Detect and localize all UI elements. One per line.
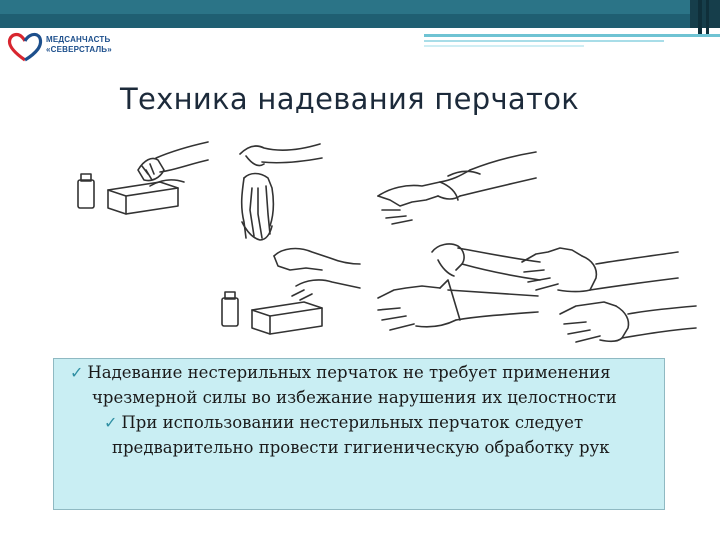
note-2-line-2: предварительно провести гигиеническую обработку рук (112, 438, 610, 457)
logo-line-2: «СЕВЕРСТАЛЬ» (46, 45, 112, 54)
heart-logo-icon (6, 30, 44, 64)
note-2-line-1 (104, 413, 583, 432)
info-note-box (53, 358, 665, 510)
glove-donning-steps-illustration (60, 130, 700, 355)
checkmark-icon: ✓ (104, 413, 118, 432)
step-1-drawing (78, 142, 208, 214)
note-1-text-1: Надевание нестерильных перчаток не требует применения (87, 363, 611, 382)
note-1-line-2: чрезмерной силы во избежание нарушения их целостности (92, 388, 617, 407)
step-5-drawing (378, 244, 540, 330)
company-logo (6, 30, 136, 64)
step-2-drawing (240, 144, 322, 240)
note-1-line-1 (70, 363, 611, 382)
logo-text (46, 35, 112, 55)
step-4-drawing (222, 249, 360, 334)
step-6-drawing (522, 248, 696, 342)
note-2-text-1: При использовании нестерильных перчаток следует (121, 413, 584, 432)
step-3-drawing (378, 152, 536, 224)
page-title: Техника надевания перчаток (120, 82, 580, 116)
logo-line-1: МЕДСАНЧАСТЬ (46, 35, 111, 44)
checkmark-icon: ✓ (70, 363, 84, 382)
